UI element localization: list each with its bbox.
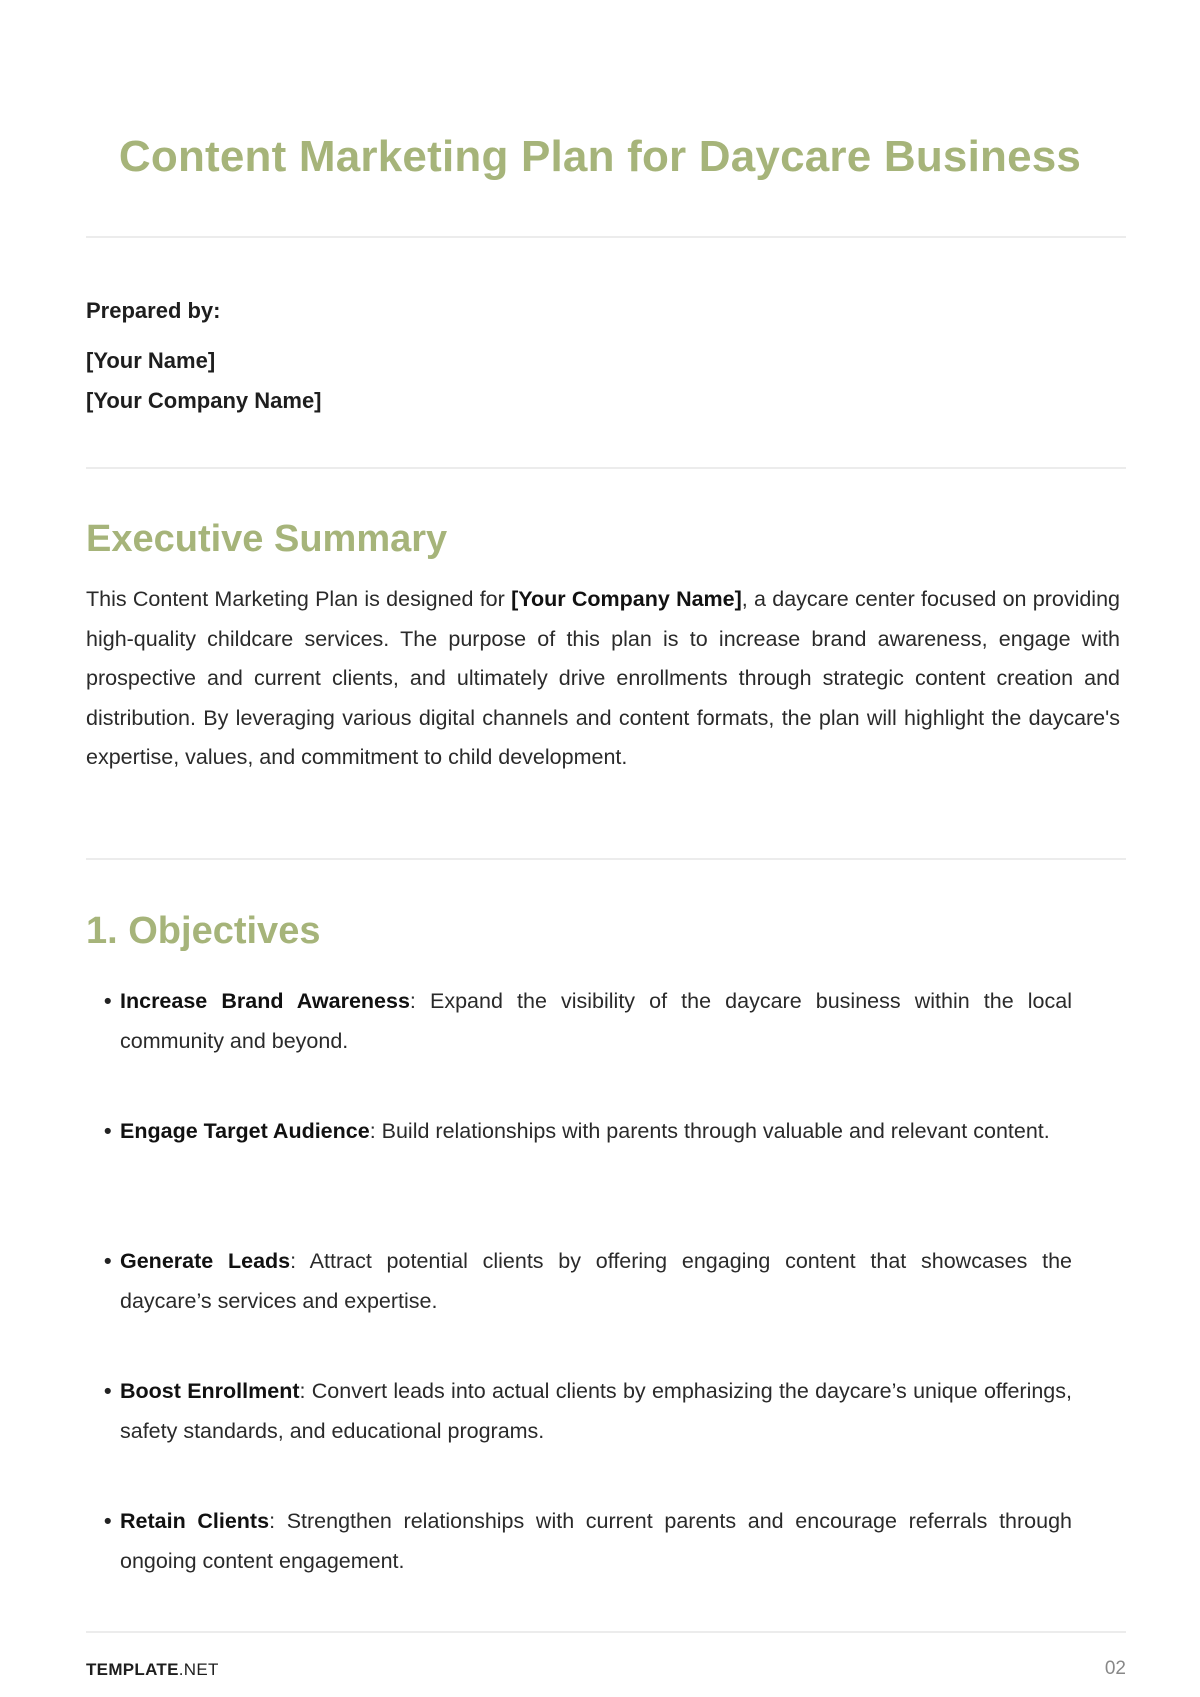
objective-item (104, 1502, 1072, 1581)
objective-label: Engage Target Audience (120, 1119, 370, 1143)
page-number: 02 (1104, 1658, 1126, 1679)
brand-bold: TEMPLATE (86, 1660, 179, 1679)
objective-label: Boost Enrollment (120, 1379, 300, 1403)
document-title: Content Marketing Plan for Daycare Business (118, 132, 1082, 181)
prepared-by-label: Prepared by: (86, 298, 221, 323)
prepared-by-name: [Your Name] (86, 348, 216, 373)
summary-text: , a daycare center focused on providing high-quality childcare services. The purpose of this plan is to increase brand awareness, engage with prospective and current clients, and ultimately drive enrollments through strategic content creation and distribution. By leveraging various digital channels and content formats, the plan will highlight the daycare's expertise, values, and commitment to child development. (86, 587, 1120, 770)
summary-company-placeholder: [Your Company Name] (511, 587, 742, 611)
divider (86, 467, 1126, 469)
objective-text: : Expand the visibility of the daycare business within the local community and beyond. (120, 989, 1072, 1053)
objective-text: : Build relationships with parents through valuable and relevant content. (369, 1119, 1050, 1143)
objective-item (104, 1112, 1072, 1152)
executive-summary-paragraph (86, 580, 1120, 778)
bullet-icon: • (104, 1509, 112, 1533)
objective-label: Generate Leads (120, 1249, 291, 1273)
bullet-icon: • (104, 1379, 112, 1403)
objectives-heading: 1. Objectives (86, 910, 321, 952)
objective-text: : Attract potential clients by offering engaging content that showcases the daycare’s services and expertise. (120, 1249, 1073, 1313)
executive-summary-heading: Executive Summary (86, 518, 448, 560)
objective-text: : Strengthen relationships with current parents and encourage referrals through ongoing content engagement. (120, 1509, 1072, 1573)
objective-item (104, 982, 1072, 1061)
divider (86, 236, 1126, 238)
summary-intro: This Content Marketing Plan is designed for (86, 587, 512, 611)
objective-item (104, 1242, 1072, 1321)
prepared-by-company: [Your Company Name] (86, 388, 322, 413)
bullet-icon: • (104, 1249, 112, 1273)
objective-label: Increase Brand Awareness (120, 989, 410, 1013)
objective-item (104, 1372, 1072, 1451)
bullet-icon: • (104, 1119, 112, 1143)
brand-rest: .NET (178, 1660, 219, 1679)
footer-divider (86, 1631, 1126, 1633)
footer-brand-logo (86, 1660, 219, 1680)
bullet-icon: • (104, 989, 112, 1013)
objective-label: Retain Clients (120, 1509, 270, 1533)
objective-text: : Convert leads into actual clients by emphasizing the daycare’s unique offerings, safety standards, and educational programs. (120, 1379, 1072, 1443)
divider (86, 858, 1126, 860)
